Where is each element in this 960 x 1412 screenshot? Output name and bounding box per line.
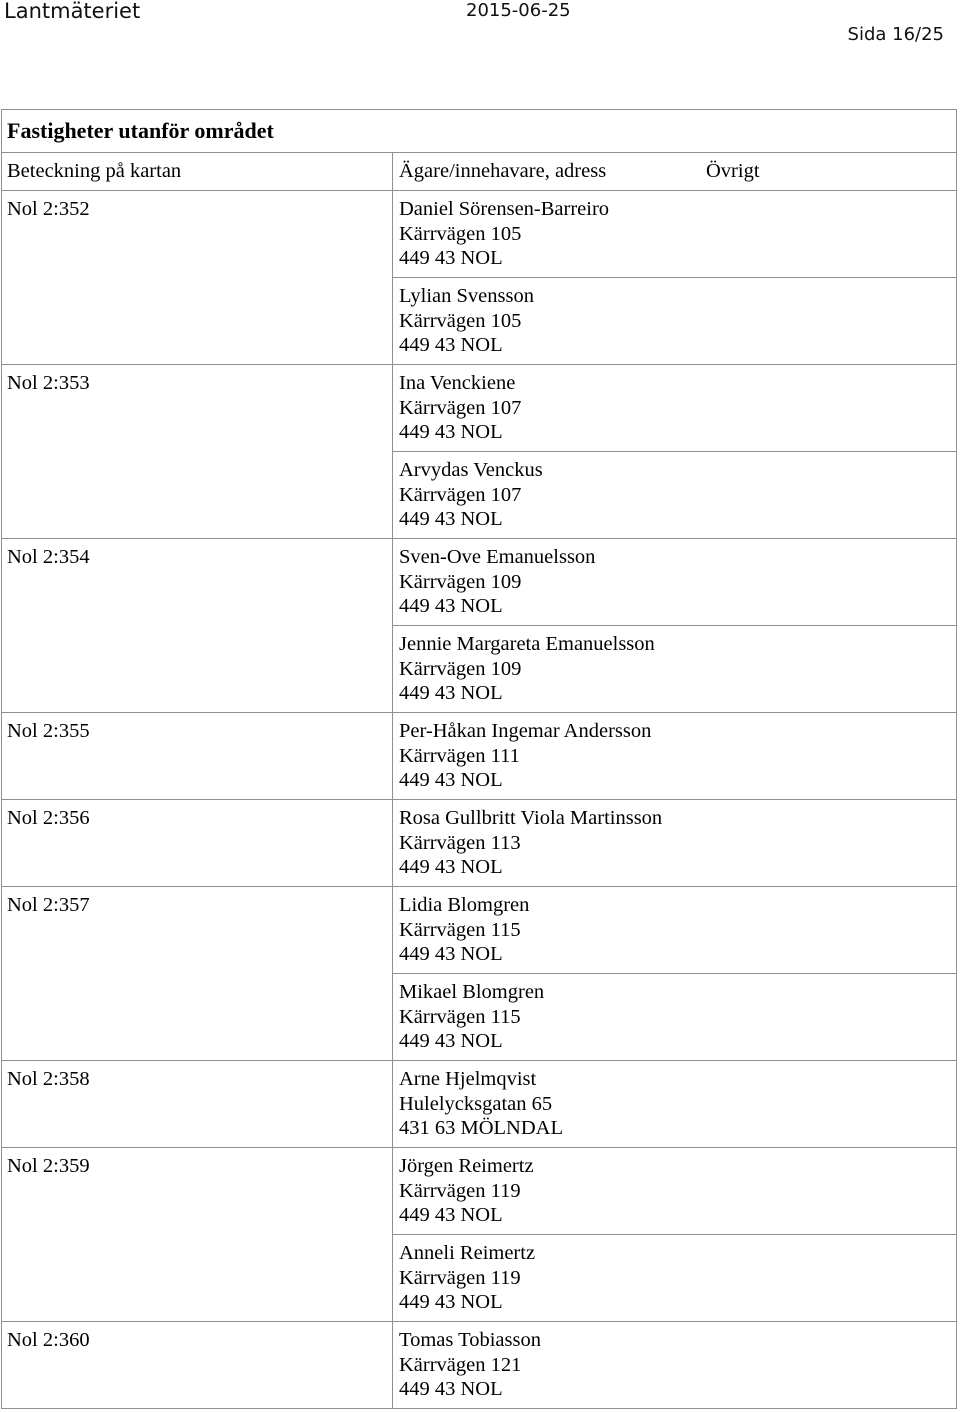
owner-street: Kärrvägen 111: [399, 744, 520, 767]
owner-list: [393, 364, 956, 538]
owner-list: [393, 190, 956, 364]
column-header-designation: Beteckning på kartan: [2, 152, 393, 190]
owner-postal: 449 43 NOL: [399, 943, 503, 965]
column-header-row: [2, 152, 956, 190]
owner-street: Kärrvägen 113: [399, 831, 521, 854]
owner-postal: 449 43 NOL: [399, 769, 503, 791]
owner-postal: 449 43 NOL: [399, 334, 503, 356]
property-designation: Nol 2:355: [2, 712, 393, 799]
owner-postal: 449 43 NOL: [399, 421, 503, 443]
owner-entry: [393, 1147, 956, 1234]
property-group: [2, 799, 956, 886]
owner-address-cell: [393, 364, 702, 451]
owner-entry: [393, 1321, 956, 1408]
owner-other-cell: [702, 625, 956, 712]
table-title-row: [2, 110, 956, 152]
owner-street: Kärrvägen 107: [399, 396, 522, 419]
owner-name: Arvydas Venckus: [399, 459, 543, 481]
owner-name: Tomas Tobiasson: [399, 1329, 541, 1351]
organization-name: Lantmäteriet: [4, 0, 141, 23]
properties-table: [1, 109, 957, 1409]
property-designation: Nol 2:358: [2, 1060, 393, 1147]
owner-postal: 449 43 NOL: [399, 1291, 503, 1313]
owner-name: Anneli Reimertz: [399, 1242, 536, 1264]
owner-postal: 449 43 NOL: [399, 1204, 503, 1226]
owner-list: [393, 712, 956, 799]
property-group: [2, 1321, 956, 1408]
owner-address-cell: [393, 190, 702, 277]
owner-name: Jennie Margareta Emanuelsson: [399, 633, 655, 655]
property-designation: Nol 2:357: [2, 886, 393, 1060]
owner-other-cell: [702, 799, 956, 886]
owner-entry: [393, 973, 956, 1060]
owner-name: Jörgen Reimertz: [399, 1155, 534, 1177]
owner-address-cell: [393, 1321, 702, 1408]
property-group: [2, 1060, 956, 1147]
owner-street: Kärrvägen 107: [399, 483, 522, 506]
owner-street: Kärrvägen 115: [399, 1005, 521, 1028]
owner-address-cell: [393, 1147, 702, 1234]
section-title: Fastigheter utanför området: [7, 117, 274, 143]
owner-name: Mikael Blomgren: [399, 981, 545, 1003]
owner-name: Daniel Sörensen-Barreiro: [399, 198, 610, 220]
owner-other-cell: [702, 451, 956, 538]
owner-list: [393, 1147, 956, 1321]
owner-other-cell: [702, 886, 956, 973]
owner-entry: [393, 799, 956, 886]
owner-list: [393, 538, 956, 712]
owner-entry: [393, 538, 956, 625]
owner-list: [393, 886, 956, 1060]
owner-postal: 449 43 NOL: [399, 595, 503, 617]
column-header-other: Övrigt: [706, 159, 760, 182]
owner-postal: 449 43 NOL: [399, 682, 503, 704]
property-group: [2, 190, 956, 364]
owner-address-cell: [393, 799, 702, 886]
owner-other-cell: [702, 364, 956, 451]
owner-list: [393, 1321, 956, 1408]
property-designation: Nol 2:356: [2, 799, 393, 886]
owner-other-cell: [702, 973, 956, 1060]
property-group: [2, 886, 956, 1060]
owner-address-cell: [393, 973, 702, 1060]
owner-entry: [393, 277, 956, 364]
property-group: [2, 712, 956, 799]
owner-name: Rosa Gullbritt Viola Martinsson: [399, 807, 663, 829]
owner-address-cell: [393, 1234, 702, 1321]
owner-street: Kärrvägen 115: [399, 918, 521, 941]
property-designation: Nol 2:353: [2, 364, 393, 538]
property-designation: Nol 2:360: [2, 1321, 393, 1408]
owner-postal: 449 43 NOL: [399, 1378, 503, 1400]
owner-street: Kärrvägen 109: [399, 570, 522, 593]
column-header-owner: Ägare/innehavare, adress: [399, 159, 607, 182]
owner-entry: [393, 712, 956, 799]
page-number: Sida 16/25: [847, 24, 944, 45]
owner-name: Arne Hjelmqvist: [399, 1068, 537, 1090]
owner-address-cell: [393, 1060, 702, 1147]
owner-address-cell: [393, 712, 702, 799]
owner-other-cell: [702, 538, 956, 625]
owner-street: Kärrvägen 119: [399, 1266, 521, 1289]
owner-list: [393, 799, 956, 886]
owner-postal: 449 43 NOL: [399, 508, 503, 530]
owner-address-cell: [393, 277, 702, 364]
owner-address-cell: [393, 625, 702, 712]
owner-postal: 449 43 NOL: [399, 856, 503, 878]
owner-name: Per-Håkan Ingemar Andersson: [399, 720, 652, 742]
owner-postal: 449 43 NOL: [399, 247, 503, 269]
owner-address-cell: [393, 538, 702, 625]
owner-other-cell: [702, 1147, 956, 1234]
owner-name: Lylian Svensson: [399, 285, 534, 307]
owner-street: Kärrvägen 119: [399, 1179, 521, 1202]
owner-postal: 449 43 NOL: [399, 1030, 503, 1052]
owner-name: Ina Venckiene: [399, 372, 516, 394]
owner-address-cell: [393, 451, 702, 538]
owner-name: Sven-Ove Emanuelsson: [399, 546, 596, 568]
owner-street: Hulelycksgatan 65: [399, 1092, 553, 1115]
property-group: [2, 364, 956, 538]
property-designation: Nol 2:359: [2, 1147, 393, 1321]
owner-entry: [393, 625, 956, 712]
owner-entry: [393, 886, 956, 973]
owner-entry: [393, 190, 956, 277]
owner-entry: [393, 1234, 956, 1321]
owner-entry: [393, 364, 956, 451]
owner-entry: [393, 1060, 956, 1147]
owner-other-cell: [702, 1234, 956, 1321]
owner-address-cell: [393, 886, 702, 973]
owner-other-cell: [702, 1321, 956, 1408]
document-date: 2015-06-25: [466, 0, 571, 21]
owner-street: Kärrvägen 105: [399, 309, 522, 332]
owner-name: Lidia Blomgren: [399, 894, 530, 916]
owner-street: Kärrvägen 105: [399, 222, 522, 245]
owner-street: Kärrvägen 121: [399, 1353, 522, 1376]
property-designation: Nol 2:354: [2, 538, 393, 712]
property-designation: Nol 2:352: [2, 190, 393, 364]
owner-entry: [393, 451, 956, 538]
owner-other-cell: [702, 190, 956, 277]
property-group: [2, 1147, 956, 1321]
owner-postal: 431 63 MÖLNDAL: [399, 1117, 563, 1139]
property-group: [2, 538, 956, 712]
owner-other-cell: [702, 1060, 956, 1147]
owner-other-cell: [702, 712, 956, 799]
owner-other-cell: [702, 277, 956, 364]
owner-list: [393, 1060, 956, 1147]
owner-street: Kärrvägen 109: [399, 657, 522, 680]
